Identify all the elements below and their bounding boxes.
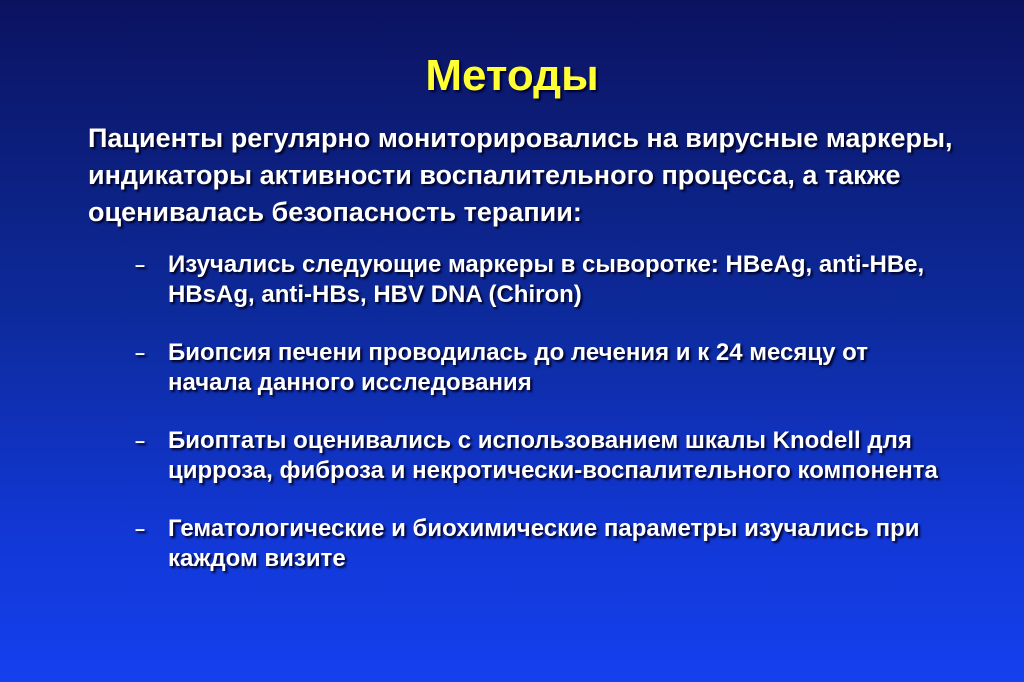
intro-paragraph: Пациенты регулярно мониторировались на вирусные маркеры, индикаторы активности воспалительного процесса, а также оценивалась безопасность терапии: <box>88 123 953 227</box>
bullet-dash: – <box>135 519 146 539</box>
bullet-text: Гематологические и биохимические параметры изучались при каждом визите <box>168 515 920 572</box>
slide-title: Методы <box>425 51 599 100</box>
bullet-dash: – <box>135 343 146 363</box>
bullet-text: Изучались следующие маркеры в сыворотке: HBeAg, anti-HBe, HBsAg, anti-HBs, HBV DNA (Chiron) <box>168 251 925 308</box>
bullet-item <box>135 250 955 310</box>
bullet-item <box>135 426 955 486</box>
bullet-text: Биоптаты оценивались с использованием шкалы Knodell для цирроза, фиброза и некротически-воспалительного компонента <box>168 427 938 484</box>
bullet-item <box>135 338 955 398</box>
bullet-text: Биопсия печени проводилась до лечения и к 24 месяцу от начала данного исследования <box>168 339 868 396</box>
bullet-item <box>135 514 955 574</box>
bullet-list <box>135 250 955 574</box>
bullet-dash: – <box>135 431 146 451</box>
bullet-dash: – <box>135 255 146 275</box>
